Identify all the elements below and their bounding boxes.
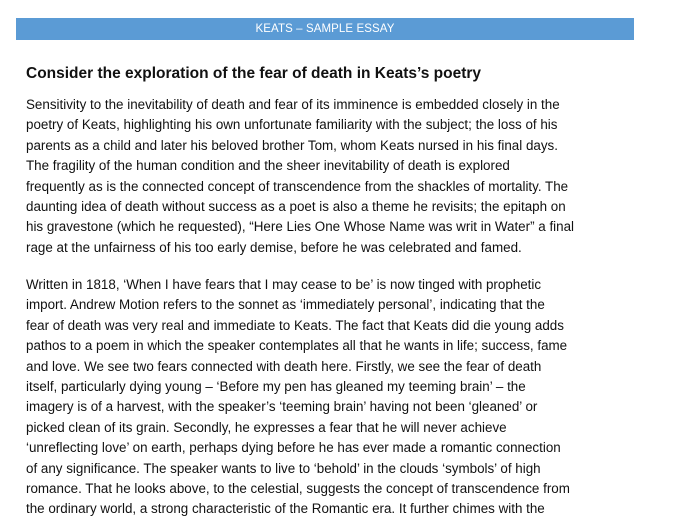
paragraph-line: itself, particularly dying young – ‘Before my pen has gleaned my teeming brain’ – the [26, 379, 526, 395]
paragraph-line: frequently as is the connected concept of transcendence from the shackles of mortality. The [26, 178, 569, 194]
essay-title: Consider the exploration of the fear of death in Keats’s poetry [26, 65, 482, 82]
paragraph-line: Sensitivity to the inevitability of death and fear of its imminence is embedded closely in the [26, 97, 560, 112]
paragraph-line: his gravestone (which he requested), “Here Lies One Whose Name was writ in Water” a final [26, 219, 575, 235]
paragraph-line: parents as a child and later his beloved brother Tom, whom Keats nursed in his final days. [26, 137, 558, 153]
paragraph-line: imagery is of a harvest, with the speaker’s ‘teeming brain’ having not been ‘gleaned’ or [26, 399, 538, 415]
paragraph-line: and love. We see two fears connected with death here. Firstly, we see the fear of death [26, 358, 542, 374]
paragraph-line: import. Andrew Motion refers to the sonnet as ‘immediately personal’, indicating that the [26, 297, 545, 313]
essay-paragraph-2 [26, 275, 686, 520]
paragraph-line: picked clean of its grain. Secondly, he expresses a fear that he will never achieve [26, 419, 507, 435]
paragraph-line: ‘unreflecting love’ on earth, perhaps dying before he has ever made a romantic connection [26, 440, 561, 456]
paragraph-line: Written in 1818, ‘When I have fears that I may cease to be’ is now tinged with prophetic [26, 277, 542, 292]
paragraph-line: romance. That he looks above, to the celestial, suggests the concept of transcendence from [26, 481, 570, 497]
paragraph-line: daunting idea of death without success as a poet is also a theme he revisits; the epitaph on [26, 199, 566, 215]
essay-paragraph-1 [26, 95, 686, 258]
paragraph-line: poetry of Keats, highlighting his own unfortunate familiarity with the subject; the loss of his [26, 117, 558, 133]
paragraph-line: the ordinary world, a strong characteristic of the Romantic era. It further chimes with the [26, 501, 545, 517]
paragraph-line: The fragility of the human condition and the sheer inevitability of death is explored [26, 158, 510, 174]
paragraph-line: pathos to a poem in which the speaker contemplates all that he wants in life; success, fame [26, 338, 568, 354]
paragraph-line: of any significance. The speaker wants to live to ‘behold’ in the clouds ‘symbols’ of high [26, 460, 541, 476]
paragraph-line: fear of death was very real and immediate to Keats. The fact that Keats did die young adds [26, 317, 564, 333]
essay-header-bar: KEATS – SAMPLE ESSAY [16, 18, 634, 40]
paragraph-line: rage at the unfairness of his too early demise, before he was celebrated and famed. [26, 239, 522, 255]
